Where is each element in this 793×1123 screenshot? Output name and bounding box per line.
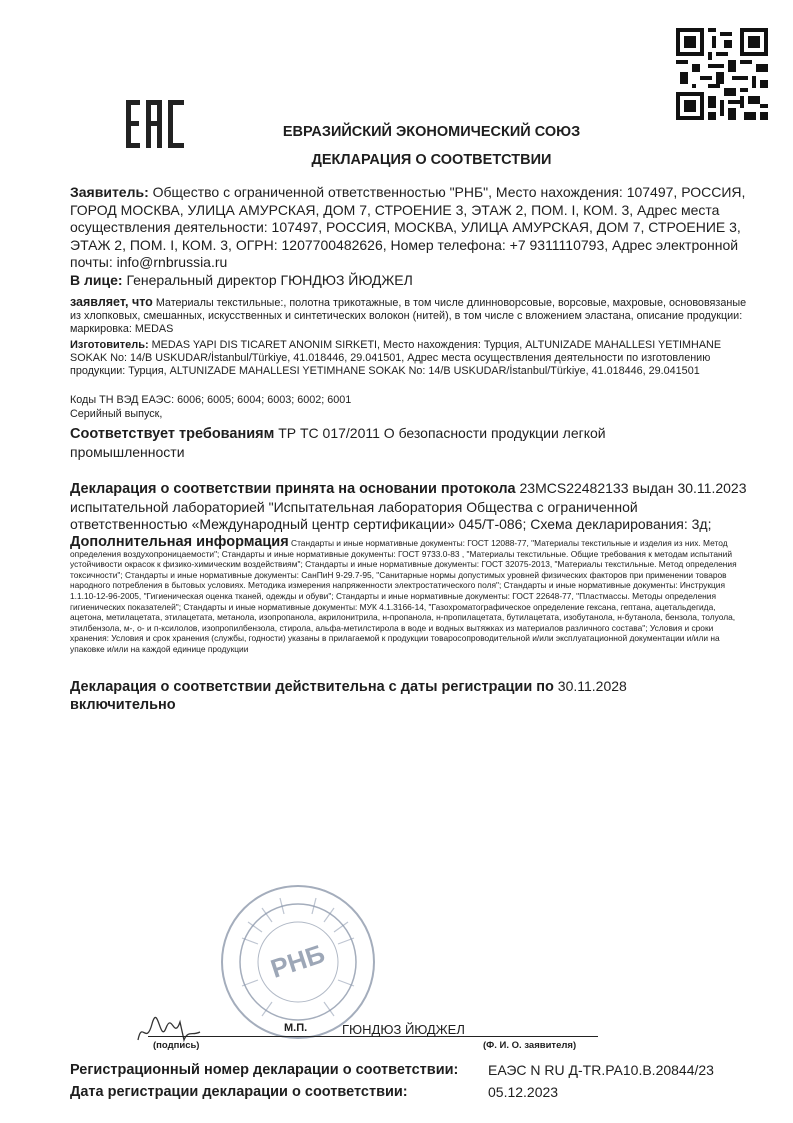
manufacturer-text: MEDAS YAPI DIS TICARET ANONIM SIRKETI, Место нахождения: Турция, ALTUNIZADE MAHALLESI YETIMHANE SOKAK No: 14/B USKUDAR/İstanbul/Türkiye, 41.018446, 29.041501, Адрес места осуществления деятельности по изготовлению продукции: Турция, ALTUNIZADE MAHALLESI YETIMHANE SOKAK No: 14/B USKUDAR/İstanbul/Türkiye, 41.018446, 29.041501: [70, 339, 722, 377]
signatory-name: ГЮНДЮЗ ЙЮДЖЕЛ: [342, 1022, 465, 1037]
representative-label: В лице:: [70, 272, 123, 288]
company-seal: [218, 882, 378, 1042]
applicant-label: Заявитель:: [70, 184, 149, 200]
validity-date: 30.11.2028: [557, 678, 627, 694]
name-caption: (Ф. И. О. заявителя): [483, 1040, 577, 1051]
serial-release: Серийный выпуск,: [70, 408, 163, 420]
representative-block: [70, 272, 750, 290]
basis-label: Декларация о соответствии принята на основании протокола: [70, 481, 516, 497]
validity-label: Декларация о соответствии действительна с даты регистрации по: [70, 679, 554, 695]
document-title: ДЕКЛАРАЦИЯ О СООТВЕТСТВИИ: [311, 152, 552, 168]
stamp-placeholder: М.П.: [284, 1022, 308, 1034]
qr-code: [676, 28, 768, 120]
applicant-text: Общество с ограниченной ответственностью "РНБ", Место нахождения: 107497, РОССИЯ, ГОРОД МОСКВА, УЛИЦА АМУРСКАЯ, ДОМ 7, СТРОЕНИЕ 3, ЭТАЖ 2, ПОМ. I, КОМ. 3, Адрес места осуществления деятельности: 107497, РОССИЯ, МОСКВА, УЛИЦА АМУРСКАЯ, ДОМ 7, СТРОЕНИЕ 3, ЭТАЖ 2, ПОМ. I, КОМ. 3, ОГРН: 1207700482626, Номер телефона: +7 9311110793, Адрес электронной почты: info@rnbrussia.ru: [70, 184, 746, 270]
additional-info-label: Дополнительная информация: [70, 534, 289, 550]
additional-info-text: Стандарты и иные нормативные документы: ГОСТ 12088-77, "Материалы текстильные и изделия из них. Метод определения воздухопроницаемости"; Стандарты и иные нормативные документы: ГОСТ 9733.0-83 , "Материалы текстильные. Общие требования к методам испытаний устойчивости окрасок к физико-химическим воздействиям"; Стандарты и иные нормативные документы: ГОСТ 32075-2013, "Материалы текстильные. Метод определения токсичности"; Стандарты и иные нормативные документы: СанПиН 9-29.7-95, "Санитарные нормы допустимых уровней физических факторов при применении товаров народного потребления в бытовых условиях. Методика измерения напряженности электростатического поля"; Стандарты и иные нормативные документы: Инструкция 1.1.10-12-96-2005, "Гигиеническая оценка тканей, одежды и обуви"; Стандарты и иные нормативные документы: ГОСТ 22648-77, "Пластмассы. Методы определения гигиенических показателей"; Стандарты и иные нормативные документы: МУК 4.1.3166-14, "Газохроматографическое определение гексана, гептана, ацетальдегида, ацетона, метилацетата, этилацетата, метанола, изопропанола, акрилонитрила, н-пропанола, н-пропилацетата, бутилацетата, изобутанола, н-бутанола, бензола, толуола, этилбензола, м-, о- и п-ксилолов, изопропилбензола, стирола, альфа-метилстирола в воде и водных вытяжках из материалов различного состава"; Условия и сроки хранения: Условия и срок хранения (службы, годности) указаны в прилагаемой к продукции товаросопроводительной и/или эксплуатационной документации и/или на упаковке и/или на каждой единице продукции: [70, 538, 737, 654]
signature-line: [148, 1036, 598, 1037]
declares-block: [70, 296, 750, 336]
basis-text: 23MCS22482133 выдан 30.11.2023 испытательной лабораторией "Испытательная лаборатория Общества с ограниченной ответственностью «Международный центр сертификации» 045/Т-086; Схема декларирования: 3д;: [70, 480, 747, 532]
registration-date-label: Дата регистрации декларации о соответствии:: [70, 1084, 408, 1100]
registration-date-value: 05.12.2023: [488, 1084, 559, 1100]
hs-codes: Коды ТН ВЭД ЕАЭС: 6006; 6005; 6004; 6003; 6002; 6001: [70, 394, 352, 406]
union-title: ЕВРАЗИЙСКИЙ ЭКОНОМИЧЕСКИЙ СОЮЗ: [282, 124, 581, 140]
compliance-text: ТР ТС 017/2011 О безопасности продукции легкой промышленности: [70, 425, 606, 460]
manufacturer-block: [70, 339, 750, 378]
validity-block: [70, 678, 670, 714]
applicant-block: [70, 184, 750, 272]
additional-info-block: [70, 534, 750, 655]
svg-text:РНБ: РНБ: [266, 938, 329, 984]
registration-number-value: ЕАЭС N RU Д-TR.PA10.B.20844/23: [488, 1062, 714, 1078]
compliance-label: Соответствует требованиям: [70, 426, 275, 442]
registration-number-label: Регистрационный номер декларации о соответствии:: [70, 1062, 459, 1078]
declares-text: Материалы текстильные:, полотна трикотажные, в том числе длинноворсовые, ворсовые, махровые, основовязаные из хлопковых, смешанных, искусственных и синтетических волокон (нитей), в том числе с вложением эластана, описание продукции: маркировка: MEDAS: [70, 297, 747, 335]
signature-caption: (подпись): [153, 1040, 200, 1051]
compliance-block: [70, 425, 670, 461]
validity-suffix: включительно: [70, 696, 176, 713]
manufacturer-label: Изготовитель:: [70, 339, 149, 351]
basis-block: [70, 480, 750, 534]
representative-text: Генеральный директор ГЮНДЮЗ ЙЮДЖЕЛ: [126, 272, 413, 288]
declares-label: заявляет, что: [70, 295, 153, 309]
